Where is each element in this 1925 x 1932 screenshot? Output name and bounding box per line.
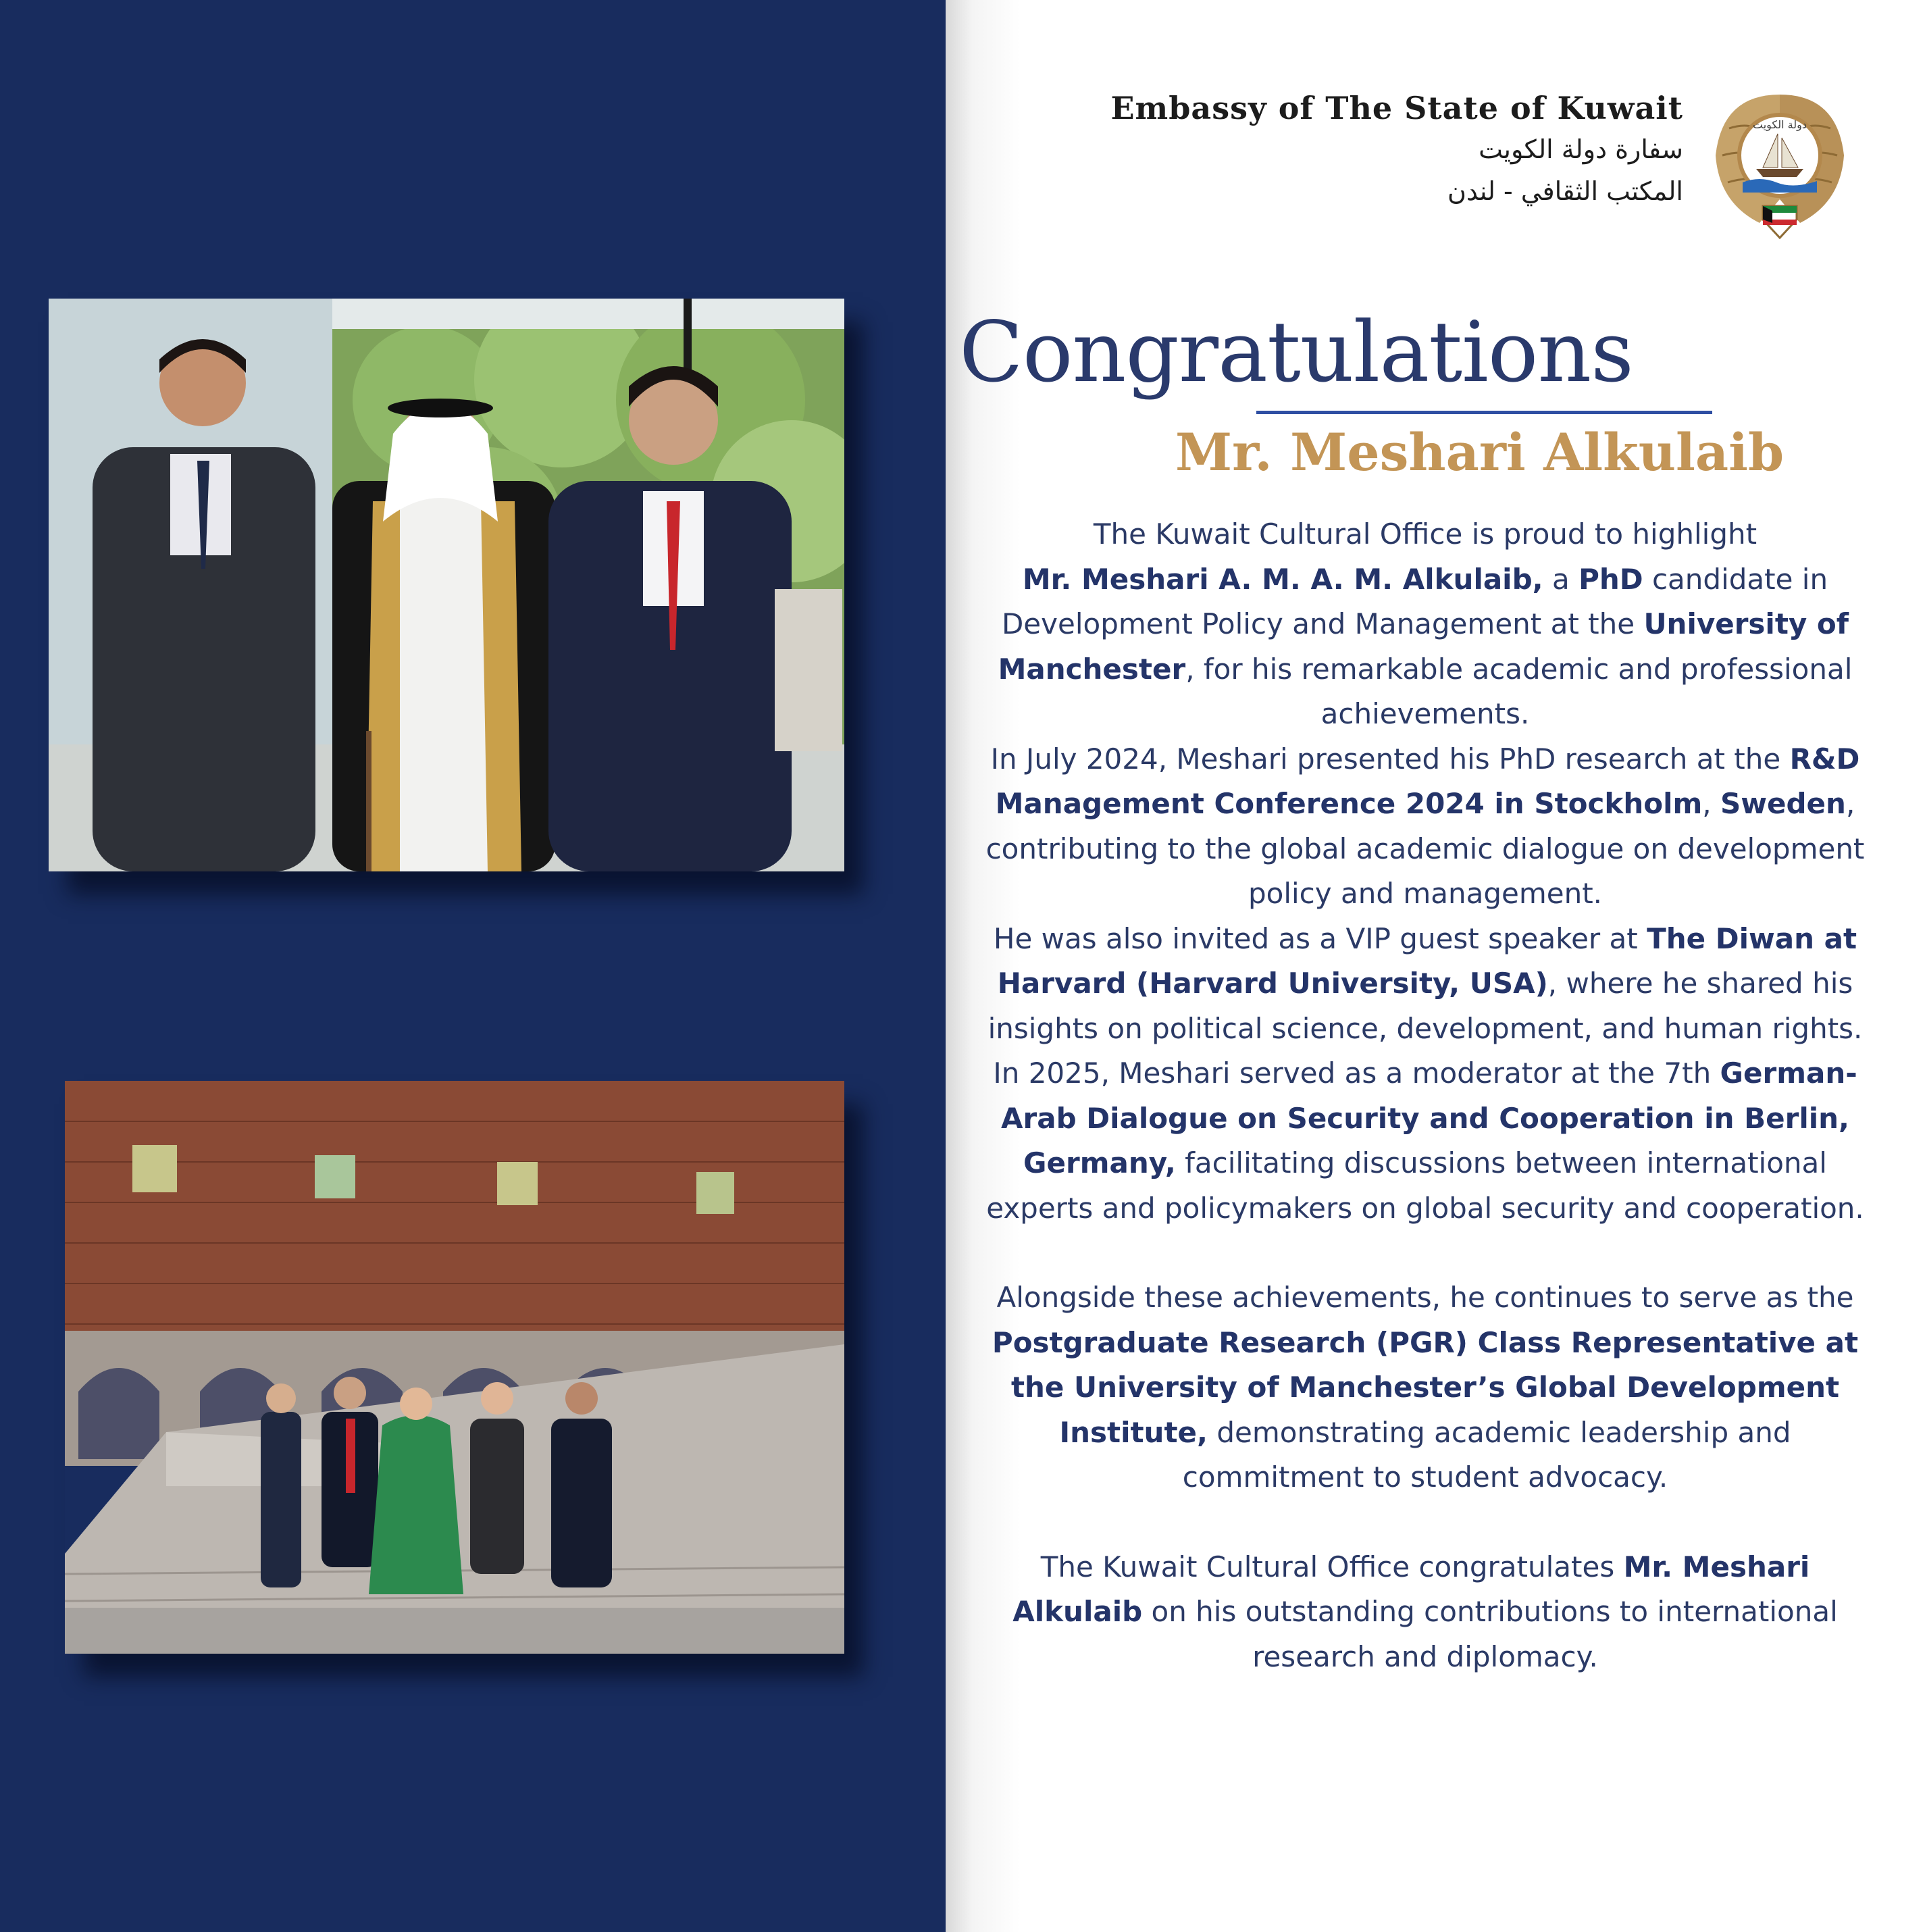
paragraph-intro: The Kuwait Cultural Office is proud to highlight Mr. Meshari A. M. A. M. Alkulaib, a PhD candidate in Development Policy and Management at the University of Manchester, for his remarkable academic and professional achievements.: [998, 517, 1853, 730]
paragraph-gap: [973, 1500, 1878, 1545]
title-divider: [1256, 411, 1712, 414]
arabic-cultural-office: المكتب الثقافي - لندن: [1447, 176, 1683, 206]
paragraph-berlin: In 2025, Meshari served as a moderator at the 7th German-Arab Dialogue on Security and Cooperation in Berlin, Germany, facilitating discussions between international experts and policymakers on global security and cooperation.: [986, 1057, 1864, 1225]
photo-three-men: [49, 299, 844, 871]
page-title: Congratulations: [959, 304, 1633, 401]
paragraph-gap: [973, 1231, 1878, 1275]
photo-group-staircase: [65, 1081, 844, 1654]
embassy-name: Embassy of The State of Kuwait: [1110, 90, 1683, 126]
arabic-embassy-name: سفارة دولة الكويت: [1479, 134, 1683, 164]
paragraph-pgr: Alongside these achievements, he continues to serve as the Postgraduate Research (PGR) Class Representative at the University of Manchester’s Global Development Institute, demonstrating academic leadership and commitment to student advocacy.: [992, 1281, 1859, 1494]
article-body: [973, 512, 1878, 1679]
paragraph-stockholm: In July 2024, Meshari presented his PhD research at the R&D Management Conference 2024 in Stockholm, Sweden, contributing to the global academic dialogue on development policy and management.: [985, 742, 1865, 910]
embassy-header: [1110, 88, 1683, 212]
paragraph-harvard: He was also invited as a VIP guest speaker at The Diwan at Harvard (Harvard University, USA), where he shared his insights on political science, development, and human rights.: [987, 921, 1863, 1045]
kuwait-emblem-icon: [1702, 81, 1857, 243]
honoree-name: Mr. Meshari Alkulaib: [1175, 422, 1785, 482]
paragraph-closing: The Kuwait Cultural Office congratulates Mr. Meshari Alkulaib on his outstanding contributions to international research and diplomacy.: [1012, 1550, 1838, 1673]
emblem-text: دولة الكويت: [1753, 118, 1807, 131]
